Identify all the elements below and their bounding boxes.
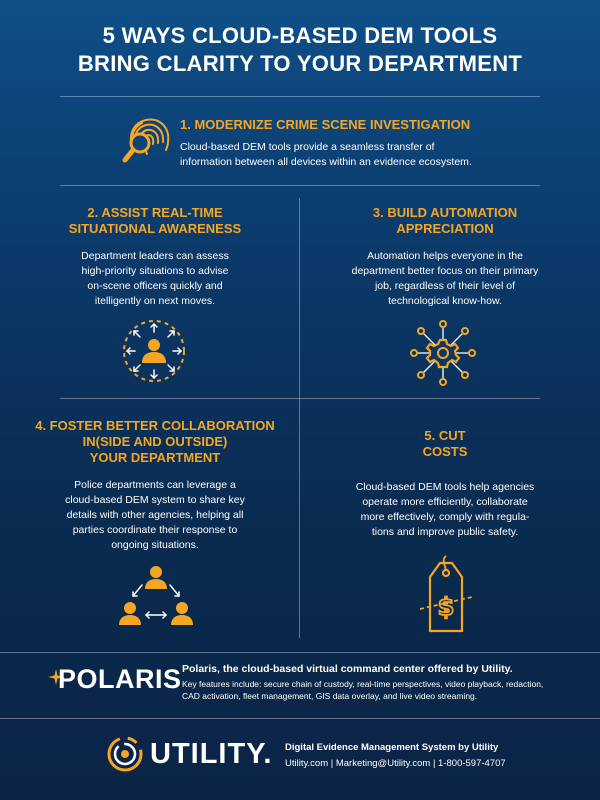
section-3-text-line-2: department better focus on their primary xyxy=(351,265,539,277)
section-2-text-line-3: on-scene officers quickly and xyxy=(87,280,223,292)
section-4-text-line-5: ongoing situations. xyxy=(111,539,199,551)
page-title xyxy=(0,22,600,78)
section-1-text-line-2: information between all devices within an evidence ecosystem. xyxy=(180,156,472,168)
people-collaboration-icon xyxy=(118,563,194,633)
price-tag-cut-icon xyxy=(418,555,474,635)
section-4-heading-line-1: 4. FOSTER BETTER COLLABORATION xyxy=(35,418,275,433)
section-4-heading-line-2: IN(SIDE AND OUTSIDE) xyxy=(82,434,228,449)
utility-contact: Utility.com | Marketing@Utility.com | 1-800-597-4707 xyxy=(285,758,506,769)
section-1-text-line-1: Cloud-based DEM tools provide a seamless transfer of xyxy=(180,141,435,153)
section-5-text xyxy=(305,480,585,540)
polaris-features-line-2: CAD activation, fleet management, GIS data overlay, and live video streaming. xyxy=(182,691,478,701)
section-2-text-line-1: Department leaders can assess xyxy=(81,250,229,262)
polaris-wordmark: POLARIS xyxy=(58,664,182,694)
section-5-text-line-3: more effectively, comply with regula- xyxy=(360,511,530,523)
polaris-title: Polaris, the cloud-based virtual command center offered by Utility. xyxy=(182,663,513,675)
section-5-heading-line-1: 5. CUT xyxy=(424,428,466,443)
section-4-text-line-4: parties coordinate their response to xyxy=(72,524,238,536)
section-5-text-line-1: Cloud-based DEM tools help agencies xyxy=(355,481,535,493)
divider-after-section-1 xyxy=(60,185,540,186)
section-3-text-line-4: technological know-how. xyxy=(388,295,502,307)
divider-footer xyxy=(0,718,600,719)
svg-text:$: $ xyxy=(437,593,455,621)
gear-network-icon xyxy=(408,318,478,388)
utility-title: Digital Evidence Management System by Utility xyxy=(285,742,499,753)
section-5-text-line-2: operate more efficiently, collaborate xyxy=(362,496,528,508)
title-line-2: BRING CLARITY TO YOUR DEPARTMENT xyxy=(77,51,523,76)
section-3-heading-line-2: APPRECIATION xyxy=(396,221,494,236)
section-4-heading-line-3: YOUR DEPARTMENT xyxy=(89,450,221,465)
section-5-heading xyxy=(305,428,585,460)
section-4-text-line-3: details with other agencies, helping all xyxy=(66,509,244,521)
section-3 xyxy=(305,205,585,309)
divider-top xyxy=(60,96,540,97)
section-1-text xyxy=(180,140,500,170)
person-radiating-arrows-icon xyxy=(121,318,187,384)
utility-emblem-icon xyxy=(106,735,144,773)
polaris-logo xyxy=(48,664,182,694)
section-5-heading-line-2: COSTS xyxy=(422,444,468,459)
section-2-heading xyxy=(15,205,295,237)
divider-vertical xyxy=(299,198,300,638)
section-3-heading-line-1: 3. BUILD AUTOMATION xyxy=(372,205,518,220)
section-5 xyxy=(305,428,585,540)
section-2-heading-line-1: 2. ASSIST REAL-TIME xyxy=(87,205,223,220)
section-4-text xyxy=(15,478,295,553)
fingerprint-magnifier-icon xyxy=(120,110,176,166)
section-2-text-line-4: itelligently on next moves. xyxy=(94,295,216,307)
utility-logo xyxy=(106,735,273,775)
section-4-heading xyxy=(15,418,295,466)
section-4-text-line-2: cloud-based DEM system to share key xyxy=(65,494,245,506)
divider-middle xyxy=(60,398,540,399)
polaris-features xyxy=(182,678,572,702)
section-2 xyxy=(15,205,295,309)
section-1-heading: 1. MODERNIZE CRIME SCENE INVESTIGATION xyxy=(180,117,471,132)
section-3-text-line-3: job, regardless of their level of xyxy=(374,280,516,292)
section-3-text-line-1: Automation helps everyone in the xyxy=(367,250,523,262)
section-2-heading-line-2: SITUATIONAL AWARENESS xyxy=(68,221,242,236)
utility-wordmark: UTILITY. xyxy=(150,738,273,770)
divider-bottom xyxy=(0,652,600,653)
section-2-text-line-2: high-priority situations to advise xyxy=(81,265,229,277)
section-3-heading xyxy=(305,205,585,237)
title-line-1: 5 WAYS CLOUD-BASED DEM TOOLS xyxy=(102,23,498,48)
section-2-text xyxy=(15,249,295,309)
section-3-text xyxy=(305,249,585,309)
polaris-features-line-1: Key features include: secure chain of custody, real-time perspectives, video playback, redaction, xyxy=(182,679,544,689)
section-4 xyxy=(15,418,295,553)
section-5-text-line-4: tions and improve public safety. xyxy=(371,526,519,538)
section-4-text-line-1: Police departments can leverage a xyxy=(74,479,236,491)
